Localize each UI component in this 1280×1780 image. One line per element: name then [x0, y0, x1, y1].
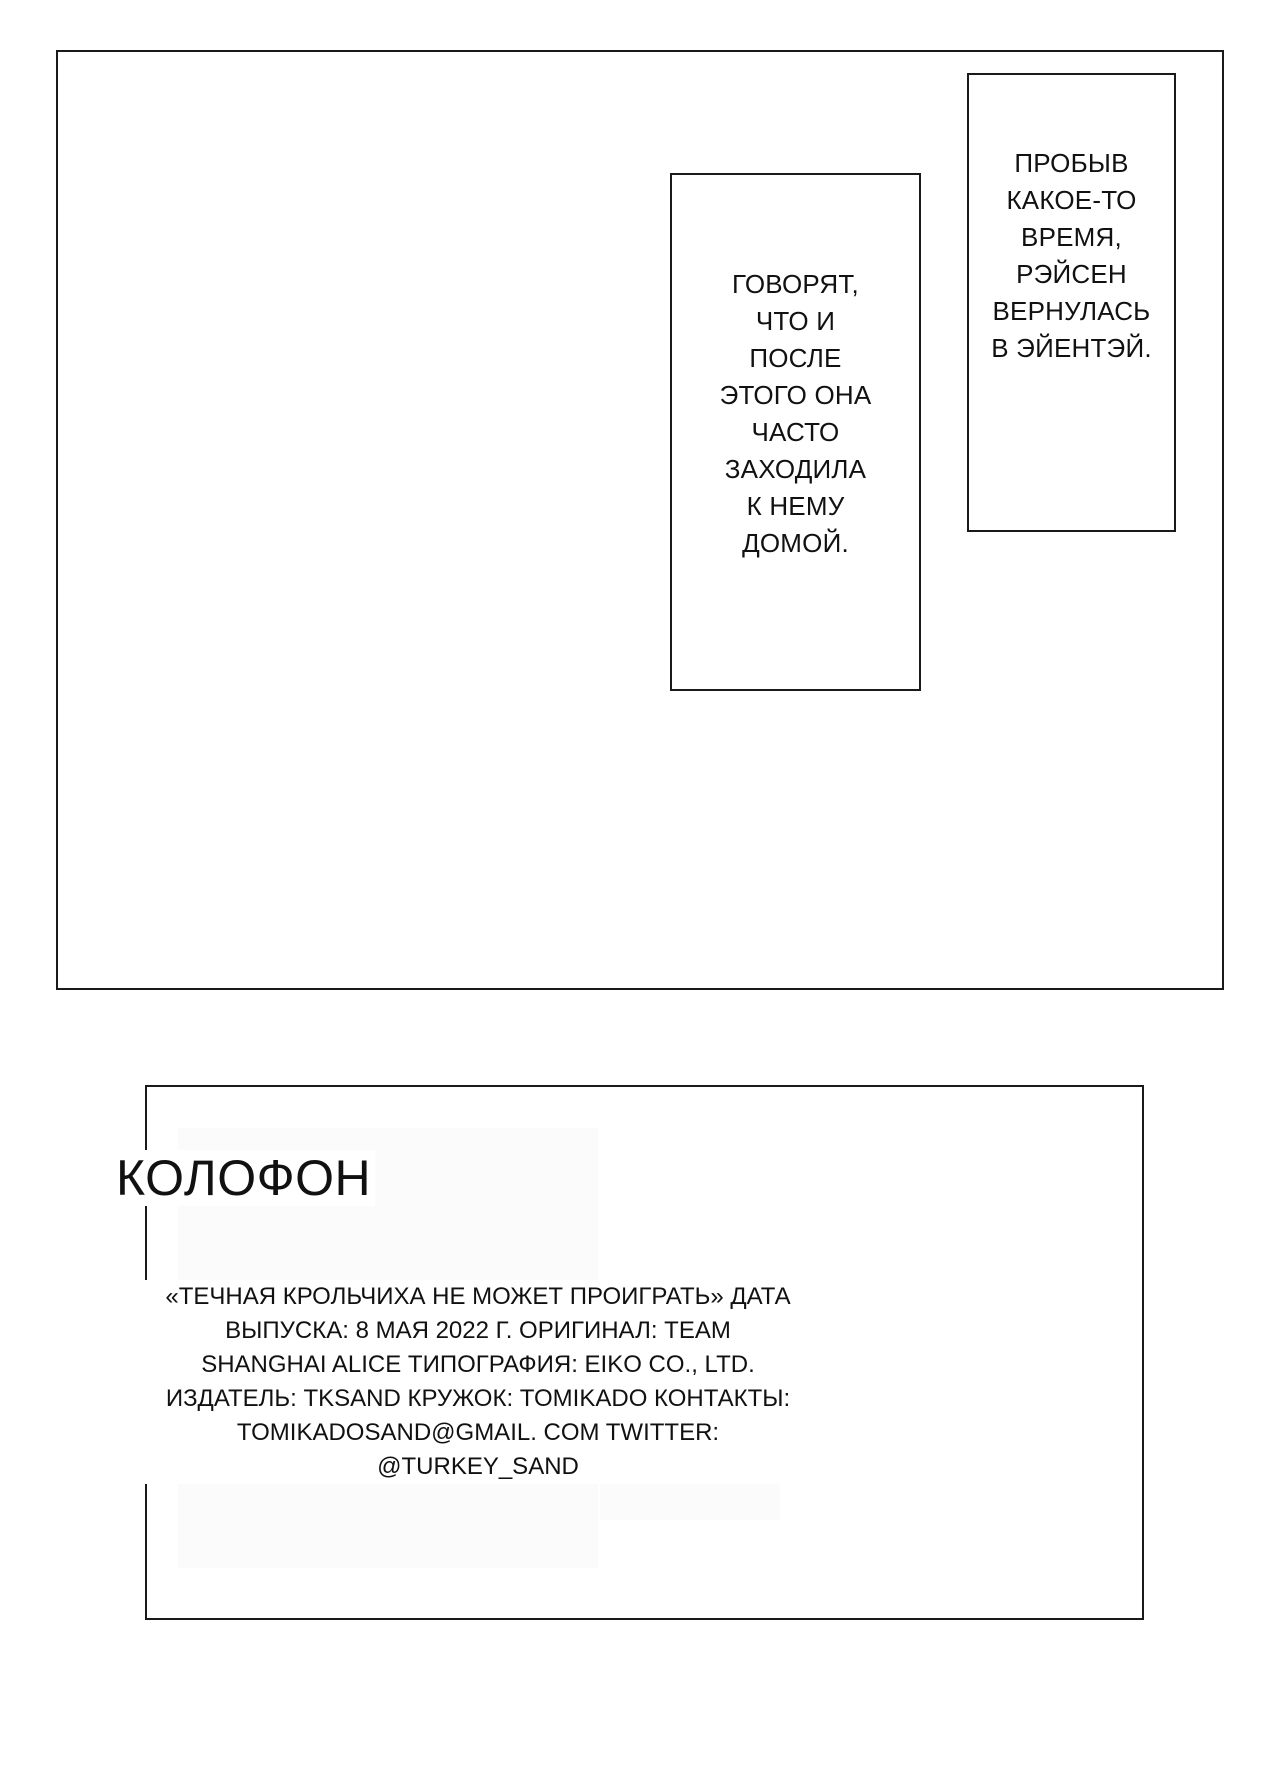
colophon-body — [128, 1280, 828, 1484]
caption-text-right — [991, 145, 1152, 367]
caption-line: ЧАСТО — [751, 417, 840, 447]
caption-line: ГОВОРЯТ, — [732, 269, 859, 299]
caption-line: ДОМОЙ. — [742, 528, 849, 558]
colophon-line: «ТЕЧНАЯ КРОЛЬЧИХА НЕ МОЖЕТ ПРОИГРАТЬ» ДАТА — [165, 1283, 791, 1310]
caption-line: ЗАХОДИЛА — [724, 454, 867, 484]
caption-line: РЭЙСЕН — [1016, 258, 1127, 289]
colophon-line: ИЗДАТЕЛЬ: TKSAND КРУЖОК: TOMIKADO КОНТАКТЫ: — [165, 1385, 791, 1412]
caption-line: ВЕРНУЛАСЬ — [992, 295, 1151, 326]
caption-line: КАКОЕ-ТО — [1006, 184, 1137, 215]
caption-line: ВРЕМЯ, — [1021, 221, 1122, 252]
colophon-line: ВЫПУСКА: 8 МАЯ 2022 Г. ОРИГИНАЛ: TEAM — [225, 1317, 731, 1344]
caption-line: ПОСЛЕ — [749, 343, 842, 373]
caption-text-left — [720, 266, 872, 562]
caption-line: ЧТО И — [755, 306, 836, 336]
caption-line: К НЕМУ — [746, 491, 845, 521]
colophon-line: TOMIKADOSAND@GMAIL. COM TWITTER: — [236, 1419, 720, 1446]
colophon-title: КОЛОФОН — [116, 1150, 375, 1206]
caption-line: В ЭЙЕНТЭЙ. — [991, 332, 1152, 363]
caption-line: ЭТОГО ОНА — [719, 380, 872, 410]
caption-box-left — [670, 173, 921, 691]
colophon-line: SHANGHAI ALICE ТИПОГРАФИЯ: EIKO CO., LTD. — [201, 1351, 755, 1378]
colophon-line: @TURKEY_SAND — [377, 1453, 579, 1480]
caption-line: ПРОБЫВ — [1014, 147, 1129, 178]
caption-box-right — [967, 73, 1176, 532]
